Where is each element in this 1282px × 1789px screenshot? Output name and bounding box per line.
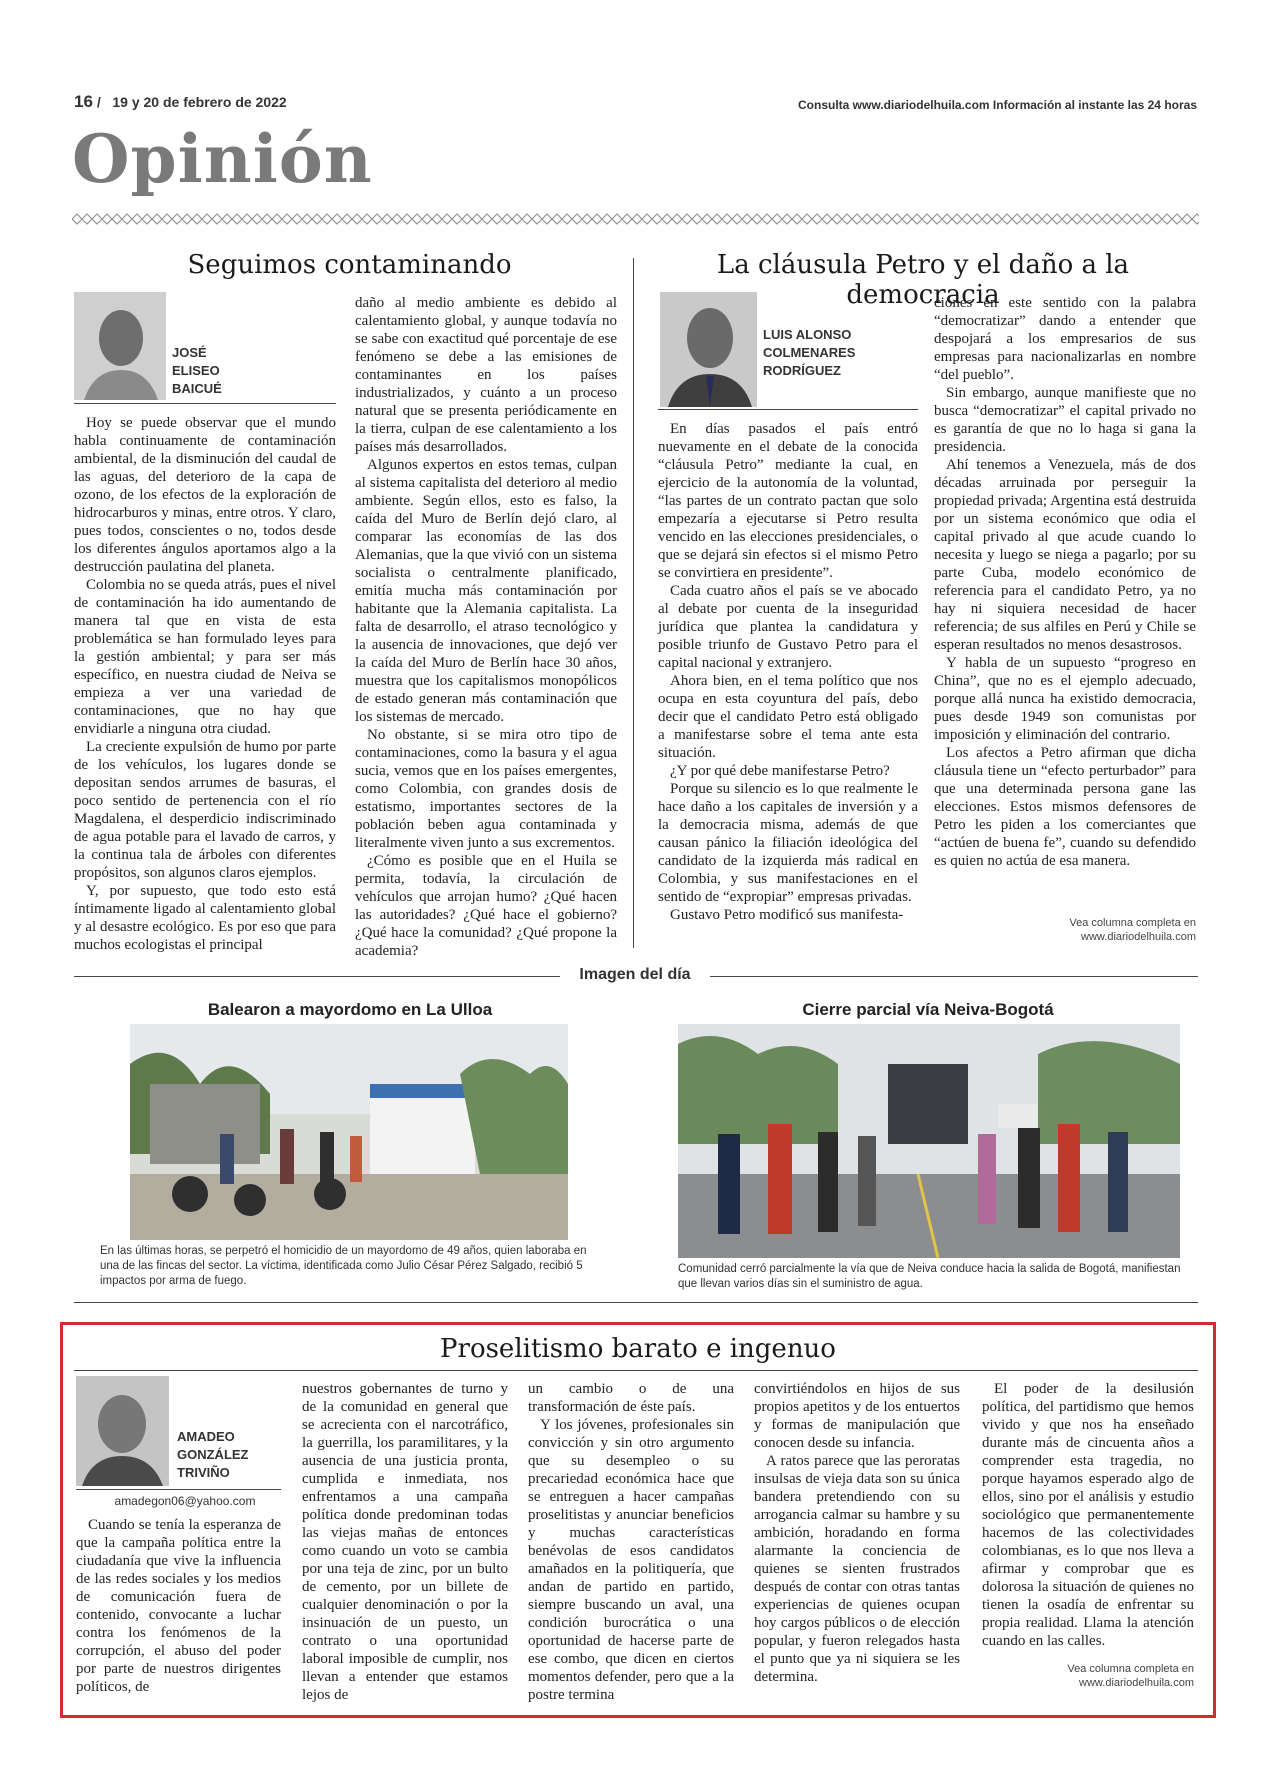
article1-column-1: [74, 414, 336, 954]
article3-headline: Proselitismo barato e ingenuo: [440, 1334, 836, 1364]
article1-author: JOSÉ ELISEO BAICUÉ: [172, 345, 222, 396]
article2-column-1: [658, 420, 918, 924]
image-of-day-label: Imagen del día: [579, 966, 691, 983]
article2-author: LUIS ALONSO COLMENARES RODRÍGUEZ: [763, 327, 856, 378]
article2-headline: La cláusula Petro y el daño a la democracia: [716, 250, 1130, 310]
image-of-day-rule-left: [74, 976, 560, 977]
paragraph: Colombia no se queda atrás, pues el nivel de contaminación ha ido aumentando de manera tal que en vista de esta problemática se han formulado leyes para la gestión ambiental; y para ser más específico, en nuestra ciudad de Neiva se empieza a ver una variedad de contaminaciones, que no hay que envidiarle a ninguna otra ciudad.: [74, 577, 336, 737]
page-number: 16: [74, 92, 93, 111]
article3-column-2: [302, 1380, 508, 1704]
page-header-left: 16 / 19 y 20 de febrero de 2022: [74, 92, 287, 111]
ornamental-divider: [72, 212, 1199, 226]
paragraph: daño al medio ambiente es debido al calentamiento global, y aunque todavía no se sabe con exactitud qué porcentaje de ese fenómeno se debe a las emisiones de contaminantes en los países industrializados, y cuánto a un proceso natural que se presenta periódicamente en la tierra, culpan de ese calentamiento a los países más desarrollados.: [355, 295, 617, 455]
article3-column-1: [76, 1516, 281, 1696]
paragraph: El poder de la desilusión política, del partidismo que hemos vivido y que nos ha enseñado durante más de cincuenta años a comprender esta tragedia, no porque hayamos esperado algo de ellos, sino por el análisis y estudio sociológico que permanentemente hacemos de las colectividades colombianas, es lo que nos lleva a afirmar y comprobar que es dolorosa la situación de quienes no tienen la osadía de enfrentar su propia realidad. Llama la atención cuando en las calles.: [982, 1381, 1194, 1649]
paragraph: Sin embargo, aunque manifieste que no busca “democratizar” el capital privado no es garantía de que no lo haga si gana la presidencia.: [934, 385, 1196, 455]
image-right-title: Cierre parcial vía Neiva-Bogotá: [802, 1000, 1054, 1019]
edition-date: 19 y 20 de febrero de 2022: [112, 94, 287, 110]
paragraph: Y los jóvenes, profesionales sin convicción y sin otro argumento que su desempleo o su precariedad económica hace que se entreguen a hacer campañas proselitistas y anunciar beneficios y muchas características benévolas de esos candidatos amañados en la politiquería, que andan de partido en partido, siempre buscando un aval, una condición burocrática o una oportunidad de hacerse parte de ese combo, que dicen en ciertos momentos defender, pero que a la postre termina: [528, 1417, 734, 1703]
paragraph: Gustavo Petro modificó sus manifesta-: [670, 907, 904, 923]
image-of-day-rule-right: [710, 976, 1198, 977]
paragraph: Hoy se puede observar que el mundo habla continuamente de contaminación ambiental, de la disminución del caudal de las aguas, del deterioro de la capa de ozono, de los efectos de la exploración de hidrocarburos y minas, entre otros. Y claro, pues todos, conscientes o no, todos desde los diferentes ángulos aportamos algo a la destrucción paulatina del planeta.: [74, 415, 336, 575]
paragraph: nuestros gobernantes de turno y de la comunidad en general que se acrecienta con el narcotráfico, la guerrilla, los paramilitares, y la ausencia de una justicia pronta, cumplida e inmediata, nos enfrentamos a una campaña política donde predominan todas las viejas mañas de entonces como cuando un voto se cambia por una teja de zinc, por un bulto de cemento, por un billete de cualquier denominación o por la insinuación de un puesto, un contrato o una oportunidad laboral imposible de cumplir, nos llevan a entender que estamos lejos de: [302, 1381, 508, 1703]
paragraph: Porque su silencio es lo que realmente le hace daño a los capitales de inversión y a la democracia misma, además de que causan pánico la filiación ideológica del candidato de la izquierda más radical en Colombia, y sus manifestaciones en el sentido de “expropiar” empresas privadas.: [658, 781, 918, 905]
article2-column-2: [934, 294, 1196, 870]
paragraph: Cuando se tenía la esperanza de que la campaña política entre la ciudadanía que vive la influencia de las redes sociales y los medios de comunicación fuera de contenido, convocante a luchar contra los fenómenos de la corrupción, el abuso del poder por parte de nuestros dirigentes políticos, de: [76, 1517, 281, 1695]
paragraph: Y, por supuesto, que todo esto está íntimamente ligado al calentamiento global y al desastre ecológico. Es por eso que para muchos ecologistas el principal: [74, 883, 336, 953]
author-photo: [74, 292, 166, 400]
paragraph: convirtiéndolos en hijos de sus propios apetitos y de los entuertos y formas de manipulación que conocen desde su infancia.: [754, 1381, 960, 1451]
see-more-note: Vea columna completa en www.diariodelhuila.com: [1069, 917, 1196, 943]
article3-author: AMADEO GONZÁLEZ TRIVIÑO: [177, 1429, 249, 1480]
author-rule: [74, 403, 336, 404]
paragraph: un cambio o de una transformación de éste país.: [528, 1381, 734, 1415]
paragraph: A ratos parece que las peroratas insulsas de vieja data son su única bandera pretendiendo con su arrogancia calmar su hambre y su ambición, horadando en forma alarmante la conciencia de quienes se sienten frustrados después de contar con otras tantas experiencias de quienes ocupan hoy cargos públicos o de elección popular, y fueron relegados hasta el punto que ya ni siquiera se les determina.: [754, 1453, 960, 1685]
paragraph: Ahí tenemos a Venezuela, más de dos décadas arruinada por perseguir la propiedad privada; Argentina está destruida por un sistema económico que odia el capital privado al que acude cuando lo necesita y luego se niega a pagarlo; por su parte Cuba, modelo económico de referencia para el candidato Petro, ya no hay ni siquiera necesidad de hacer referencia; de sus alfiles en Perú y Chile se esperan resultados no menos desastrosos.: [934, 457, 1196, 653]
section-title: Opinión: [72, 120, 373, 198]
image-right-caption: Comunidad cerró parcialmente la vía que de Neiva conduce hacia la salida de Bogotá, manifiestan que llevan varios días sin el suministro de agua.: [678, 1263, 1181, 1290]
paragraph: Los afectos a Petro afirman que dicha cláusula tiene un “efecto perturbador” para que una determinada persona gane las elecciones. Estos mismos defensores de Petro les piden a los comerciantes que “actúen de buena fe”, cuando su defendido es quien no actúa de esa manera.: [934, 745, 1196, 869]
news-photo: [130, 1024, 568, 1240]
article3-column-3: [528, 1380, 734, 1704]
paragraph: ¿Y por qué debe manifestarse Petro?: [670, 763, 890, 779]
image-left-caption: En las últimas horas, se perpetró el homicidio de un mayordomo de 49 años, quien laboraba en una de las fincas del sector. La víctima, identificada como Julio César Pérez Salgado, recibió 5 impactos por arma de fuego.: [100, 1245, 587, 1287]
paragraph: Cada cuatro años el país se ve abocado al debate por cuenta de la inseguridad jurídica que plantea la candidatura y posible triunfo de Gustavo Petro para el capital nacional y extranjero.: [658, 583, 918, 671]
paragraph: Algunos expertos en estos temas, culpan al sistema capitalista del deterioro al medio ambiente. Según ellos, esto es falso, la caída del Muro de Berlín dejó claro, al comparar las economías de las dos Alemanias, que la que vivió con un sistema socialista o centralmente planificado, emitía mucha más contaminación por habitante que la Alemania capitalista. La falta de desarrollo, el atraso tecnológico y la ausencia de innovaciones, que dejó ver la caída del Muro de Berlín hace 30 años, muestra que los capitalismos monopólicos de estado generan más contaminación que los sistemas de mercado.: [355, 457, 617, 725]
site-note: Consulta www.diariodelhuila.com Información al instante las 24 horas: [798, 98, 1197, 112]
paragraph: ¿Cómo es posible que en el Huila se permita, todavía, la circulación de vehículos que arrojan humo? ¿Qué hacen las autoridades? ¿Qué hace el gobierno? ¿Qué hace la comunidad? ¿Qué propone la academia?: [355, 853, 617, 959]
author-photo: [660, 292, 757, 407]
paragraph: En días pasados el país entró nuevamente en el debate de la conocida “cláusula Petro” mediante la cual, en ejercicio de la autonomía de la voluntad, “las partes de un contrato pactan que solo empezaría a ejecutarse si Petro resulta vencido en las elecciones presidenciales, o que se dejará sin efectos si el mismo Petro se convirtiera en presidente”.: [658, 421, 918, 581]
author-rule: [76, 1489, 281, 1490]
column-divider: [633, 258, 634, 948]
article1-column-2: [355, 294, 617, 960]
news-photo: [678, 1024, 1180, 1258]
article3-column-5: [982, 1380, 1194, 1650]
image-left-title: Balearon a mayordomo en La Ulloa: [207, 1000, 493, 1019]
author-email: amadegon06@yahoo.com: [114, 1494, 256, 1508]
paragraph: Ahora bien, en el tema político que nos ocupa en esta coyuntura del país, debo decir que el candidato Petro está obligado a manifestarse sobre el tema ante esta situación.: [658, 673, 918, 761]
section-rule: [74, 1302, 1198, 1303]
paragraph: La creciente expulsión de humo por parte de los vehículos, los lugares donde se depositan sendos arrumes de basuras, el poco sentido de pertenencia con el río Magdalena, el desperdicio indiscriminado de agua potable para el lavado de carros, y la continua tala de árboles con diferentes propósitos, son algunos claros ejemplos.: [74, 739, 336, 881]
see-more-note: Vea columna completa en www.diariodelhuila.com: [1067, 1663, 1194, 1689]
author-photo: [76, 1376, 169, 1486]
article3-column-4: [754, 1380, 960, 1686]
paragraph: ciones en este sentido con la palabra “democratizar” dando a entender que despojará a los empresarios de sus empresas para nacionalizarlas en nombre “del pueblo”.: [934, 295, 1196, 383]
article1-headline: Seguimos contaminando: [187, 250, 512, 280]
author-rule: [658, 409, 918, 410]
headline-rule: [74, 1370, 1198, 1371]
paragraph: No obstante, si se mira otro tipo de contaminaciones, como la basura y el agua sucia, vemos que en los países emergentes, como Colombia, con grandes dosis de estatismo, importantes sectores de la población beben agua contaminada y literalmente viven junto a sus excrementos.: [355, 727, 617, 851]
paragraph: Y habla de un supuesto “progreso en China”, que no es el ejemplo adecuado, porque allá nunca ha existido democracia, pues desde 1949 son comunistas por imposición y eliminación del contrario.: [934, 655, 1196, 743]
